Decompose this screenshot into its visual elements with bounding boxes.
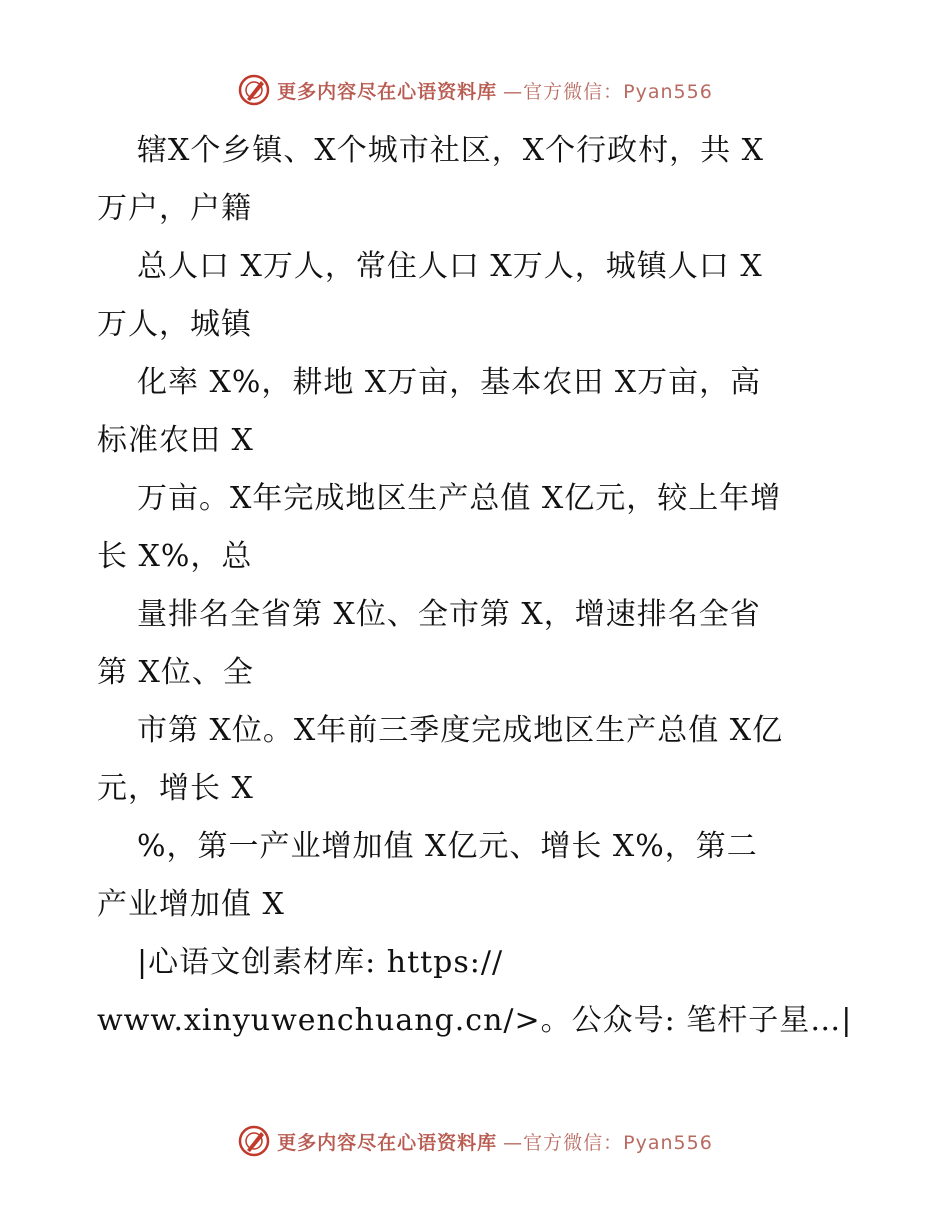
text-line: 化率 X%，耕地 X万亩，基本农田 X万亩，高 [137, 365, 762, 400]
text-line: 产业增加值 X [97, 887, 285, 922]
text-line: 元，增长 X [97, 771, 254, 806]
text-line: |心语文创素材库: https:// [137, 945, 504, 980]
watermark-wechat: —官方微信：Pyan556 [503, 1131, 713, 1154]
pen-logo-icon [237, 73, 271, 107]
text-line: %，第一产业增加值 X亿元、增长 X%，第二 [137, 829, 758, 864]
footer-watermark [0, 1121, 950, 1161]
pen-logo-icon [237, 1124, 271, 1158]
text-line: 市第 X位。X年前三季度完成地区生产总值 X亿 [137, 713, 784, 748]
text-line: 标准农田 X [97, 423, 254, 458]
header-watermark [0, 70, 950, 110]
document-body [97, 122, 867, 1050]
text-line: 量排名全省第 X位、全市第 X，增速排名全省 [137, 597, 761, 632]
watermark-text: 更多内容尽在心语资料库 [277, 1131, 498, 1154]
text-line: www.xinyuwenchuang.cn/>。公众号: 笔杆子星…| [97, 1003, 853, 1038]
watermark-text: 更多内容尽在心语资料库 [277, 80, 498, 103]
watermark-wechat: —官方微信：Pyan556 [503, 80, 713, 103]
text-line: 辖X个乡镇、X个城市社区，X个行政村，共 X [137, 133, 764, 168]
text-line: 总人口 X万人，常住人口 X万人，城镇人口 X [137, 249, 763, 284]
text-line: 万人，城镇 [97, 307, 252, 342]
text-line: 第 X位、全 [97, 655, 254, 690]
text-line: 长 X%，总 [97, 539, 253, 574]
text-line: 万亩。X年完成地区生产总值 X亿元，较上年增 [137, 481, 782, 516]
text-line: 万户，户籍 [97, 191, 252, 226]
